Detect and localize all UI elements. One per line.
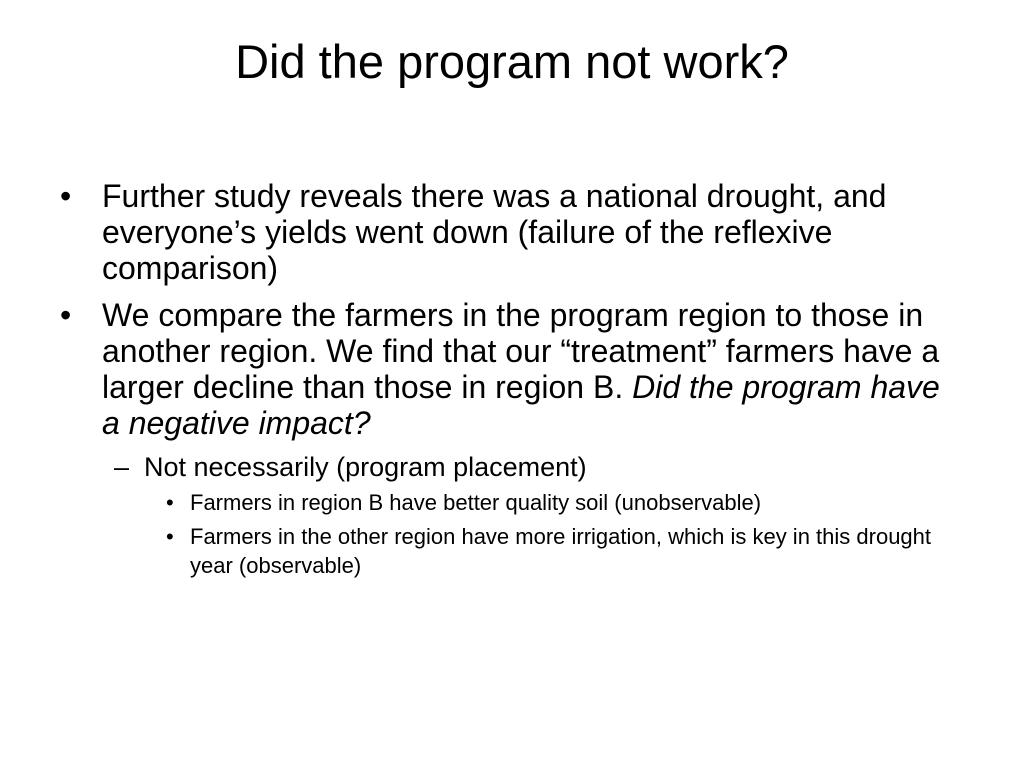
sub-bullet-text: Not necessarily (program placement) [144,452,587,482]
bullet-item [60,178,942,286]
bullet-icon: • [166,490,174,515]
sub-sub-bullet-item [166,522,970,580]
bullet-text: Further study reveals there was a national drought, and everyone’s yields went down (failure of the reflexive comparison) [102,178,887,286]
sub-sub-bullet-text: Farmers in region B have better quality soil (unobservable) [190,490,762,515]
sub-sub-bullet-item [166,488,970,517]
bullet-text: We compare the farmers in the program region to those in another region. We find that our “treatment” farmers have a larger decline than those in region B. [102,297,940,405]
bullet-item [60,297,942,441]
slide-title: Did the program not work? [235,35,789,88]
bullet-icon: • [60,297,72,333]
sub-sub-bullet-text: Farmers in the other region have more irrigation, which is key in this drought year (observable) [190,524,932,578]
dash-icon: – [114,452,130,482]
sub-bullet-item [114,451,980,483]
bullet-icon: • [60,178,72,214]
bullet-italic-text: Did the program have a negative impact? [102,369,940,441]
slide-content [60,178,980,580]
bullet-icon: • [166,524,174,549]
